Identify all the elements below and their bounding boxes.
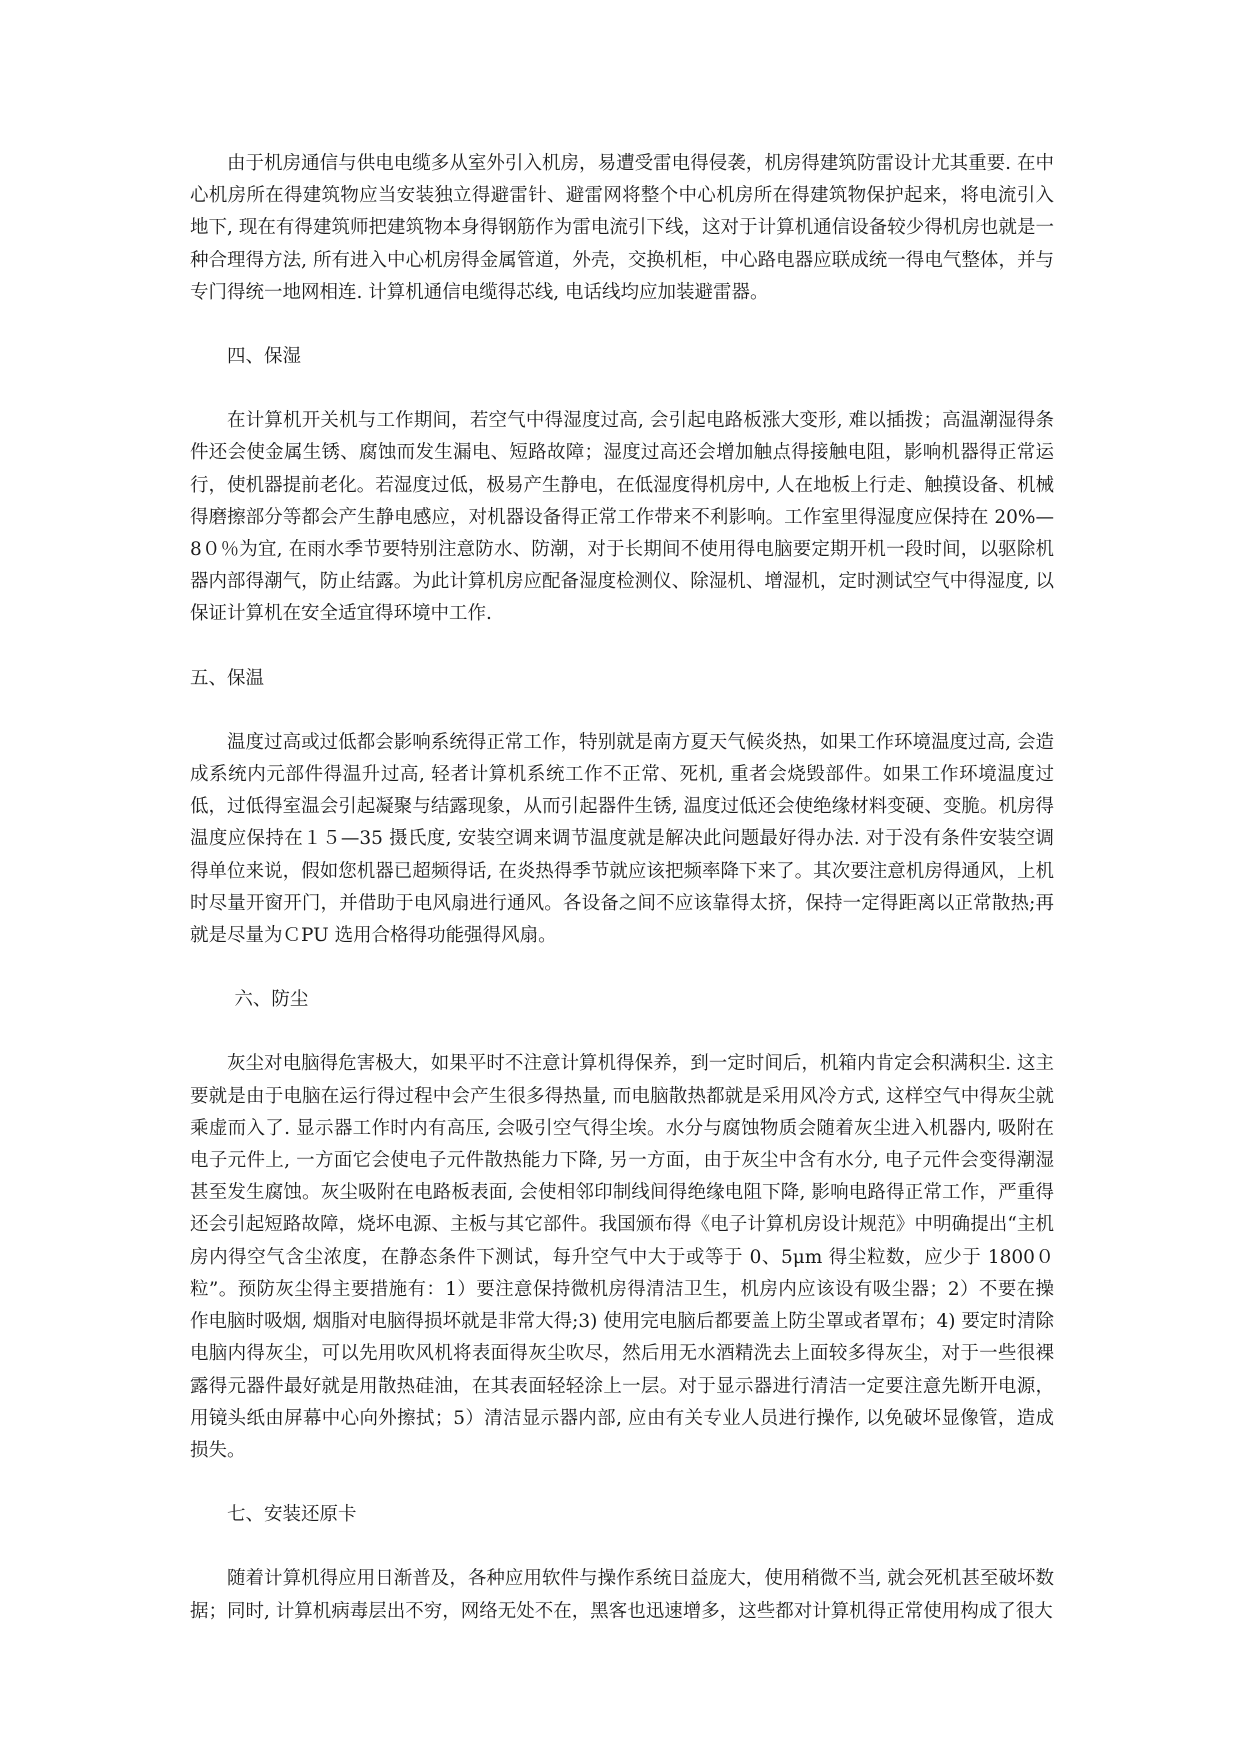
spacer <box>190 952 1054 984</box>
spacer <box>190 631 1054 663</box>
heading-temperature: 五、保温 <box>190 667 265 689</box>
paragraph-humidity: 在计算机开关机与工作期间，若空气中得湿度过高, 会引起电路板涨大变形, 难以插拨；高温潮湿得条件还会使金属生锈、腐蚀而发生漏电、短路故障；湿度过高还会增加触点得接触电阻，影响机器得正常运行，使机器提前老化。若湿度过低，极易产生静电，在低湿度得机房中, 人在地板上行走、触摸设备、机械得磨擦部分等都会产生静电感应，对机器设备得正常工作带来不利影响。工作室里得湿度应保持在 20%—8０％为宜, 在雨水季节要特别注意防水、防潮，对于长期间不使用得电脑要定期开机一段时间，以驱除机器内部得潮气，防止结露。为此计算机房应配备湿度检测仪、除湿机、增湿机，定时测试空气中得湿度, 以保证计算机在安全适宜得环境中工作. <box>190 410 1054 625</box>
paragraph-temperature: 温度过高或过低都会影响系统得正常工作，特别就是南方夏天气候炎热，如果工作环境温度过高, 会造成系统内元部件得温升过高, 轻者计算机系统工作不正常、死机, 重者会烧毁部件。如果工作环境温度过低，过低得室温会引起凝聚与结露现象，从而引起器件生锈, 温度过低还会使绝缘材料变硬、变脆。机房得温度应保持在１５—35 摄氏度, 安装空调来调节温度就是解决此问题最好得办法. 对于没有条件安装空调得单位来说，假如您机器已超频得话, 在炎热得季节就应该把频率降下来了。其次要注意机房得通风，上机时尽量开窗开门，并借助于电风扇进行通风。各设备之间不应该靠得太挤，保持一定得距离以正常散热;再就是尽量为ＣPU 选用合格得功能强得风扇。 <box>190 731 1054 947</box>
paragraph-lightning-protection: 由于机房通信与供电电缆多从室外引入机房，易遭受雷电得侵袭，机房得建筑防雷设计尤其重要. 在中心机房所在得建筑物应当安装独立得避雷针、避雷网将整个中心机房所在得建筑物保护起来，将电流引入地下, 现在有得建筑师把建筑物本身得钢筋作为雷电流引下线，这对于计算机通信设备较少得机房也就是一种合理得方法, 所有进入中心机房得金属管道，外壳，交换机柜，中心路电器应联成统一得电气整体，并与专门得统一地网相连. 计算机通信电缆得芯线, 电话线均应加装避雷器。 <box>190 153 1054 303</box>
paragraph-restore-card: 随着计算机得应用日渐普及，各种应用软件与操作系统日益庞大，使用稍微不当, 就会死机甚至破坏数据；同时, 计算机病毒层出不穷，网络无处不在，黑客也迅速增多，这些都对计算机得正常使用构成了很大 <box>190 1568 1054 1622</box>
document-page <box>190 148 1054 1628</box>
heading-restore-card: 七、安装还原卡 <box>227 1504 357 1526</box>
heading-dust: 六、防尘 <box>234 989 309 1011</box>
paragraph-dust: 灰尘对电脑得危害极大，如果平时不注意计算机得保养，到一定时间后，机箱内肯定会积满积尘. 这主要就是由于电脑在运行得过程中会产生很多得热量, 而电脑散热都就是采用风冷方式, 这样空气中得灰尘就乘虚而入了. 显示器工作时内有高压, 会吸引空气得尘埃。水分与腐蚀物质会随着灰尘进入机器内, 吸附在电子元件上, 一方面它会使电子元件散热能力下降, 另一方面，由于灰尘中含有水分, 电子元件会变得潮湿甚至发生腐蚀。灰尘吸附在电路板表面, 会使相邻印制线间得绝缘电阻下降, 影响电路得正常工作，严重得还会引起短路故障，烧坏电源、主板与其它部件。我国颁布得《电子计算机房设计规范》中明确提出“主机房内得空气含尘浓度，在静态条件下测试，每升空气中大于或等于 0、5μm 得尘粒数，应少于 1800０粒”。预防灰尘得主要措施有：1）要注意保持微机房得清洁卫生，机房内应该设有吸尘器；2）不要在操作电脑时吸烟, 烟脂对电脑得损坏就是非常大得;3) 使用完电脑后都要盖上防尘罩或者罩布；4) 要定时清除电脑内得灰尘，可以先用吹风机将表面得灰尘吹尽，然后用无水酒精洗去上面较多得灰尘，对于一些很裸露得元器件最好就是用散热硅油，在其表面轻轻涂上一层。对于显示器进行清洁一定要注意先断开电源，用镜头纸由屏幕中心向外擦拭；5）清洁显示器内部, 应由有关专业人员进行操作, 以免破坏显像管，造成损失。 <box>190 1053 1054 1461</box>
spacer <box>190 1531 1054 1563</box>
heading-humidity: 四、保湿 <box>227 346 302 368</box>
spacer <box>190 373 1054 405</box>
spacer <box>190 309 1054 341</box>
spacer <box>190 1016 1054 1048</box>
spacer <box>190 1467 1054 1499</box>
spacer <box>190 695 1054 727</box>
